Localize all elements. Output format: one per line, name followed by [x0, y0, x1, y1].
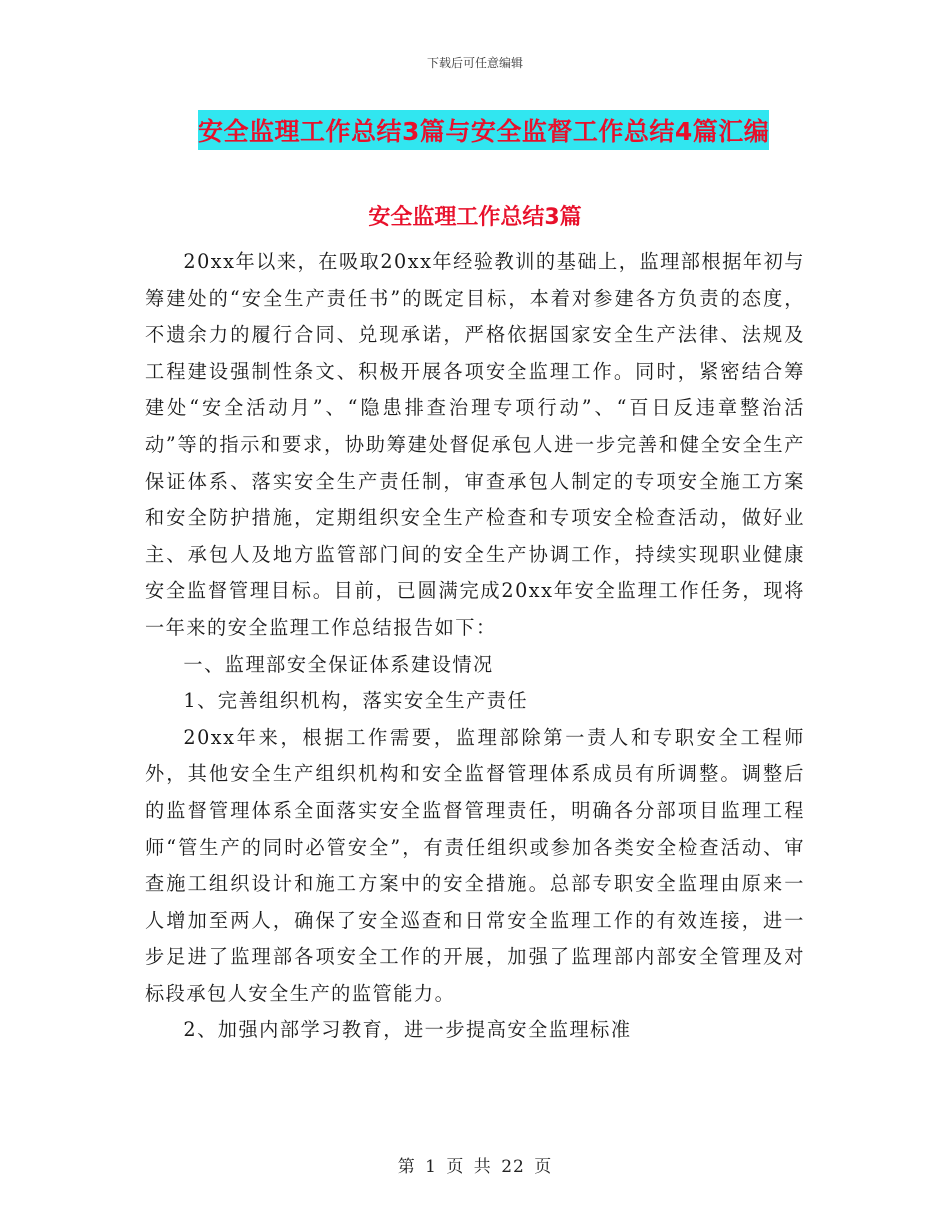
header-note: 下载后可任意编辑: [426, 56, 523, 70]
section-title: 安全监理工作总结3篇: [368, 205, 582, 230]
heading-subsection-1: 1、完善组织机构，落实安全生产责任: [183, 689, 529, 713]
paragraph-subsection-1: 20xx年来，根据工作需要，监理部除第一责人和专职安全工程师外，其他安全生产组织机构和安全监督管理体系成员有所调整。调整后的监督管理体系全面落实安全监督管理责任，明确各分部项目监理工程师“管生产的同时必管安全”，有责任组织或参加各类安全检查活动、审查施工组织设计和施工方案中的安全措施。总部专职安全监理由原来一人增加至两人，确保了安全巡查和日常安全监理工作的有效连接，进一步足进了监理部各项安全工作的开展，加强了监理部内部安全管理及对标段承包人安全生产的监管能力。: [145, 725, 805, 1005]
document-body: [145, 244, 805, 1049]
heading-subsection-2: 2、加强内部学习教育，进一步提高安全监理标准: [183, 1018, 632, 1042]
heading-section-1: 一、监理部安全保证体系建设情况: [183, 652, 494, 676]
paragraph-intro: 20xx年以来，在吸取20xx年经验教训的基础上，监理部根据年初与筹建处的“安全生产责任书”的既定目标，本着对参建各方负责的态度，不遗余力的履行合同、兑现承诺，严格依据国家安全生产法律、法规及工程建设强制性条文、积极开展各项安全监理工作。同时，紧密结合筹建处“安全活动月”、“隐患排查治理专项行动”、“百日反违章整治活动”等的指示和要求，协助筹建处督促承包人进一步完善和健全安全生产保证体系、落实安全生产责任制，审查承包人制定的专项安全施工方案和安全防护措施，定期组织安全生产检查和专项安全检查活动，做好业主、承包人及地方监管部门间的安全生产协调工作，持续实现职业健康安全监督管理目标。目前，已圆满完成20xx年安全监理工作任务，现将一年来的安全监理工作总结报告如下：: [145, 250, 805, 639]
page-number-footer: 第 1 页 共 22 页: [397, 1157, 553, 1177]
document-title: 安全监理工作总结3篇与安全监督工作总结4篇汇编: [198, 110, 769, 150]
